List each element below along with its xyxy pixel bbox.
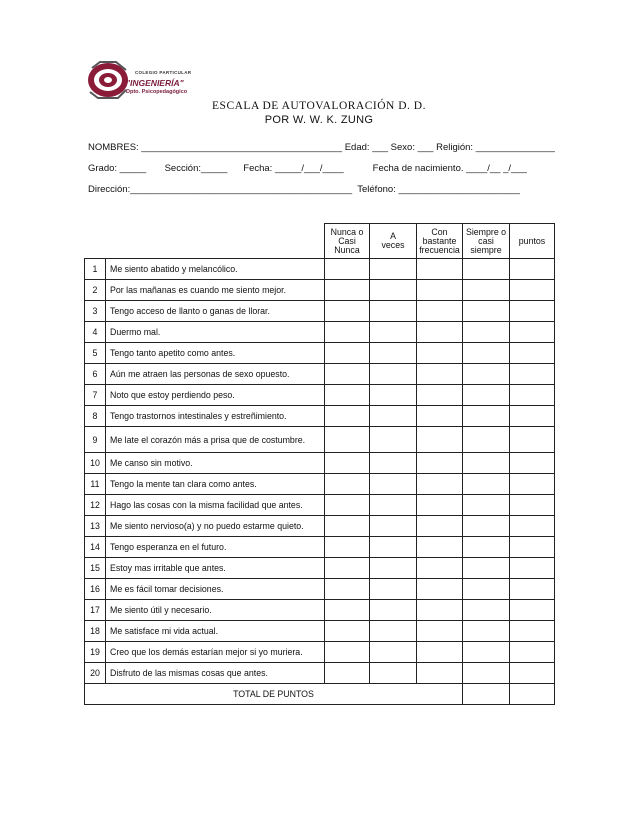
col-header-puntos: puntos	[510, 224, 555, 259]
item-number: 14	[85, 537, 106, 558]
points-cell[interactable]	[510, 516, 555, 537]
item-number: 13	[85, 516, 106, 537]
answer-nunca-cell[interactable]	[325, 621, 370, 642]
answer-nunca-cell[interactable]	[325, 427, 370, 453]
answer-nunca-cell[interactable]	[325, 280, 370, 301]
points-cell[interactable]	[510, 663, 555, 684]
answer-frecuencia-cell[interactable]	[417, 600, 463, 621]
header-blank	[85, 224, 106, 259]
answer-nunca-cell[interactable]	[325, 495, 370, 516]
item-text: Noto que estoy perdiendo peso.	[106, 385, 325, 406]
points-cell[interactable]	[510, 385, 555, 406]
item-number: 1	[85, 259, 106, 280]
total-cell[interactable]	[463, 684, 510, 705]
answer-nunca-cell[interactable]	[325, 642, 370, 663]
fields-line-grade: Grado: _____ Sección:_____ Fecha: _____/___/____ Fecha de nacimiento. ____/__ _/___	[88, 163, 527, 174]
points-cell[interactable]	[510, 537, 555, 558]
answer-nunca-cell[interactable]	[325, 364, 370, 385]
item-number: 20	[85, 663, 106, 684]
item-number: 10	[85, 453, 106, 474]
answer-frecuencia-cell[interactable]	[417, 259, 463, 280]
answer-frecuencia-cell[interactable]	[417, 427, 463, 453]
points-cell[interactable]	[510, 343, 555, 364]
answer-siempre-cell[interactable]	[463, 642, 510, 663]
points-cell[interactable]	[510, 259, 555, 280]
points-cell[interactable]	[510, 579, 555, 600]
answer-nunca-cell[interactable]	[325, 322, 370, 343]
answer-a-veces-cell[interactable]	[370, 516, 417, 537]
total-points-cell[interactable]	[510, 684, 555, 705]
answer-siempre-cell[interactable]	[463, 385, 510, 406]
answer-nunca-cell[interactable]	[325, 385, 370, 406]
total-label: TOTAL DE PUNTOS	[85, 684, 463, 705]
form-subtitle: POR W. W. K. ZUNG	[264, 114, 374, 126]
table-row	[85, 259, 555, 280]
answer-a-veces-cell[interactable]	[370, 558, 417, 579]
points-cell[interactable]	[510, 322, 555, 343]
item-text: Tengo acceso de llanto o ganas de llorar.	[106, 301, 325, 322]
points-cell[interactable]	[510, 495, 555, 516]
table-header-row	[85, 224, 555, 259]
answer-frecuencia-cell[interactable]	[417, 579, 463, 600]
table-row	[85, 427, 555, 453]
answer-siempre-cell[interactable]	[463, 280, 510, 301]
item-text: Aún me atraen las personas de sexo opuesto.	[106, 364, 325, 385]
points-cell[interactable]	[510, 621, 555, 642]
answer-frecuencia-cell[interactable]	[417, 364, 463, 385]
answer-siempre-cell[interactable]	[463, 663, 510, 684]
item-number: 6	[85, 364, 106, 385]
answer-a-veces-cell[interactable]	[370, 259, 417, 280]
points-cell[interactable]	[510, 474, 555, 495]
item-number: 12	[85, 495, 106, 516]
item-number: 17	[85, 600, 106, 621]
answer-nunca-cell[interactable]	[325, 406, 370, 427]
answer-a-veces-cell[interactable]	[370, 322, 417, 343]
answer-siempre-cell[interactable]	[463, 516, 510, 537]
answer-frecuencia-cell[interactable]	[417, 301, 463, 322]
answer-frecuencia-cell[interactable]	[417, 495, 463, 516]
table-row	[85, 495, 555, 516]
item-text: Estoy mas irritable que antes.	[106, 558, 325, 579]
points-cell[interactable]	[510, 427, 555, 453]
answer-siempre-cell[interactable]	[463, 406, 510, 427]
answer-frecuencia-cell[interactable]	[417, 474, 463, 495]
answer-a-veces-cell[interactable]	[370, 642, 417, 663]
answer-frecuencia-cell[interactable]	[417, 516, 463, 537]
answer-frecuencia-cell[interactable]	[417, 621, 463, 642]
answer-nunca-cell[interactable]	[325, 537, 370, 558]
answer-siempre-cell[interactable]	[463, 621, 510, 642]
answer-siempre-cell[interactable]	[463, 322, 510, 343]
answer-a-veces-cell[interactable]	[370, 621, 417, 642]
item-number: 8	[85, 406, 106, 427]
table-row	[85, 558, 555, 579]
item-text: Disfruto de las mismas cosas que antes.	[106, 663, 325, 684]
item-number: 18	[85, 621, 106, 642]
answer-nunca-cell[interactable]	[325, 301, 370, 322]
answer-nunca-cell[interactable]	[325, 579, 370, 600]
points-cell[interactable]	[510, 301, 555, 322]
answer-siempre-cell[interactable]	[463, 579, 510, 600]
item-number: 5	[85, 343, 106, 364]
header-blank	[106, 224, 325, 259]
col-header-a-veces: A veces	[370, 224, 417, 259]
item-number: 15	[85, 558, 106, 579]
col-header-frecuencia: Con bastante frecuencia	[417, 224, 463, 259]
col-header-siempre: Siempre o casi siempre	[463, 224, 510, 259]
answer-a-veces-cell[interactable]	[370, 600, 417, 621]
item-text: Tengo tanto apetito como antes.	[106, 343, 325, 364]
points-cell[interactable]	[510, 558, 555, 579]
points-cell[interactable]	[510, 453, 555, 474]
table-row	[85, 579, 555, 600]
answer-nunca-cell[interactable]	[325, 558, 370, 579]
answer-a-veces-cell[interactable]	[370, 579, 417, 600]
item-text: Creo que los demás estarían mejor si yo muriera.	[106, 642, 325, 663]
item-text: Me siento útil y necesario.	[106, 600, 325, 621]
answer-siempre-cell[interactable]	[463, 558, 510, 579]
answer-a-veces-cell[interactable]	[370, 537, 417, 558]
points-cell[interactable]	[510, 364, 555, 385]
answer-nunca-cell[interactable]	[325, 343, 370, 364]
col-header-nunca: Nunca o Casi Nunca	[325, 224, 370, 259]
item-text: Duermo mal.	[106, 322, 325, 343]
answer-frecuencia-cell[interactable]	[417, 537, 463, 558]
fields-line-names: NOMBRES: ______________________________________ Edad: ___ Sexo: ___ Religión: _______________	[88, 142, 555, 153]
answer-frecuencia-cell[interactable]	[417, 280, 463, 301]
table-row	[85, 474, 555, 495]
answer-nunca-cell[interactable]	[325, 259, 370, 280]
answer-siempre-cell[interactable]	[463, 453, 510, 474]
table-row	[85, 642, 555, 663]
table-row	[85, 322, 555, 343]
answer-frecuencia-cell[interactable]	[417, 642, 463, 663]
form-title: ESCALA DE AUTOVALORACIÓN D. D.	[212, 100, 426, 112]
item-text: Por las mañanas es cuando me siento mejor.	[106, 280, 325, 301]
item-text: Me late el corazón más a prisa que de costumbre.	[106, 427, 325, 453]
answer-a-veces-cell[interactable]	[370, 364, 417, 385]
answer-siempre-cell[interactable]	[463, 600, 510, 621]
answer-frecuencia-cell[interactable]	[417, 406, 463, 427]
answer-nunca-cell[interactable]	[325, 600, 370, 621]
item-number: 19	[85, 642, 106, 663]
answer-frecuencia-cell[interactable]	[417, 343, 463, 364]
item-text: Hago las cosas con la misma facilidad que antes.	[106, 495, 325, 516]
item-number: 11	[85, 474, 106, 495]
item-text: Tengo esperanza en el futuro.	[106, 537, 325, 558]
table-row	[85, 301, 555, 322]
item-number: 2	[85, 280, 106, 301]
logo-line-1: COLEGIO PARTICULAR	[135, 70, 192, 75]
answer-a-veces-cell[interactable]	[370, 301, 417, 322]
table-row	[85, 537, 555, 558]
answer-siempre-cell[interactable]	[463, 259, 510, 280]
answer-nunca-cell[interactable]	[325, 516, 370, 537]
answer-a-veces-cell[interactable]	[370, 385, 417, 406]
answer-nunca-cell[interactable]	[325, 453, 370, 474]
answer-frecuencia-cell[interactable]	[417, 453, 463, 474]
table-row	[85, 406, 555, 427]
points-cell[interactable]	[510, 406, 555, 427]
answer-a-veces-cell[interactable]	[370, 495, 417, 516]
answer-frecuencia-cell[interactable]	[417, 322, 463, 343]
table-row	[85, 453, 555, 474]
answer-siempre-cell[interactable]	[463, 537, 510, 558]
answer-nunca-cell[interactable]	[325, 474, 370, 495]
table-row	[85, 516, 555, 537]
item-text: Me es fácil tomar decisiones.	[106, 579, 325, 600]
answer-siempre-cell[interactable]	[463, 301, 510, 322]
answer-frecuencia-cell[interactable]	[417, 663, 463, 684]
answer-nunca-cell[interactable]	[325, 663, 370, 684]
answer-a-veces-cell[interactable]	[370, 453, 417, 474]
table-row	[85, 343, 555, 364]
table-row	[85, 621, 555, 642]
answer-a-veces-cell[interactable]	[370, 663, 417, 684]
table-row	[85, 663, 555, 684]
answer-siempre-cell[interactable]	[463, 343, 510, 364]
answer-frecuencia-cell[interactable]	[417, 558, 463, 579]
points-cell[interactable]	[510, 642, 555, 663]
item-text: Tengo la mente tan clara como antes.	[106, 474, 325, 495]
answer-a-veces-cell[interactable]	[370, 280, 417, 301]
item-text: Tengo trastornos intestinales y estreñimiento.	[106, 406, 325, 427]
answer-a-veces-cell[interactable]	[370, 427, 417, 453]
item-number: 9	[85, 427, 106, 453]
table-row	[85, 280, 555, 301]
answer-a-veces-cell[interactable]	[370, 406, 417, 427]
total-row	[85, 684, 555, 705]
table-row	[85, 600, 555, 621]
item-text: Me satisface mi vida actual.	[106, 621, 325, 642]
answer-siempre-cell[interactable]	[463, 364, 510, 385]
item-number: 16	[85, 579, 106, 600]
fields-line-address: Dirección:__________________________________________ Teléfono: _______________________	[88, 184, 520, 195]
points-cell[interactable]	[510, 280, 555, 301]
table-body	[85, 259, 555, 684]
answer-a-veces-cell[interactable]	[370, 474, 417, 495]
logo-line-2: "INGENIERÍA"	[126, 78, 184, 88]
item-text: Me siento nervioso(a) y no puedo estarme quieto.	[106, 516, 325, 537]
answer-siempre-cell[interactable]	[463, 495, 510, 516]
answer-siempre-cell[interactable]	[463, 427, 510, 453]
item-text: Me siento abatido y melancólico.	[106, 259, 325, 280]
item-text: Me canso sin motivo.	[106, 453, 325, 474]
answer-siempre-cell[interactable]	[463, 474, 510, 495]
points-cell[interactable]	[510, 600, 555, 621]
answer-a-veces-cell[interactable]	[370, 343, 417, 364]
zung-scale-table	[84, 223, 555, 705]
table-row	[85, 364, 555, 385]
item-number: 3	[85, 301, 106, 322]
answer-frecuencia-cell[interactable]	[417, 385, 463, 406]
table-row	[85, 385, 555, 406]
item-number: 7	[85, 385, 106, 406]
item-number: 4	[85, 322, 106, 343]
logo-line-3: Dpto. Psicopedagógico	[126, 89, 188, 95]
